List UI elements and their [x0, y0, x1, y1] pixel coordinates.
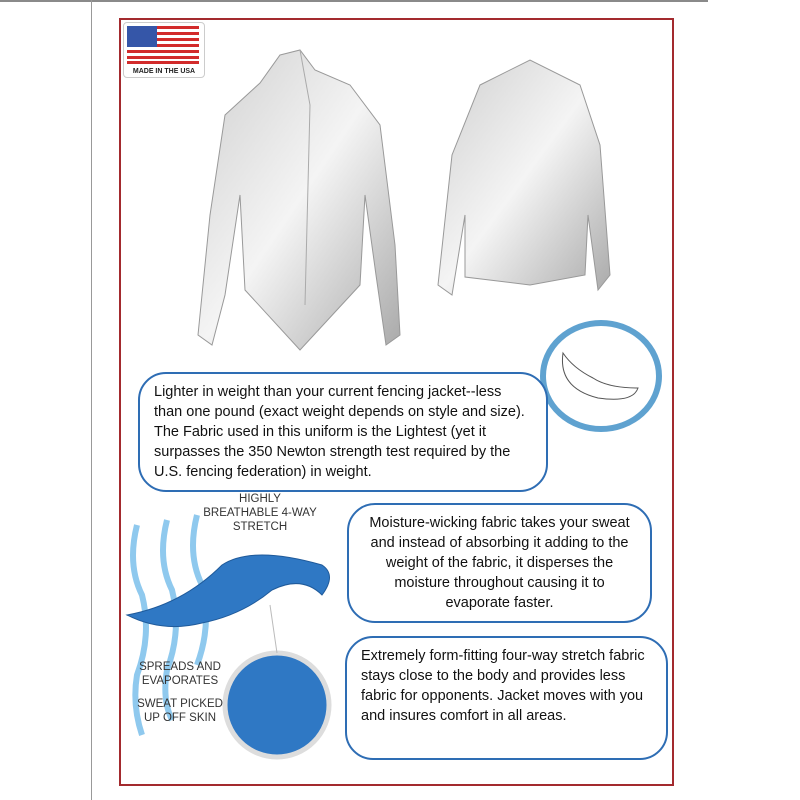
- callout-weight: Lighter in weight than your current fencing jacket--less than one pound (exact weight depends on style and size). The Fabric used in this uniform is the Lightest (yet it surpasses the 350 Newton strength test required by the U.S. fencing federation) in weight.: [138, 372, 548, 492]
- jacket-front-image: [198, 50, 400, 350]
- fabric-diagram: [122, 505, 352, 765]
- label-spreads: SPREADS AND EVAPORATES: [139, 661, 221, 687]
- top-rule: [0, 0, 708, 2]
- callout-moisture: Moisture-wicking fabric takes your sweat and instead of absorbing it adding to the weight of the fabric, it disperses the moisture throughout causing it to evaporate faster.: [347, 503, 652, 623]
- badge-label: MADE IN THE USA: [132, 68, 196, 75]
- callout-stretch: Extremely form-fitting four-way stretch fabric stays close to the body and provides less fabric for opponents. Jacket moves with you and insures comfort in all areas.: [345, 636, 668, 760]
- feather-icon: [538, 318, 664, 434]
- us-flag-icon: [127, 26, 199, 64]
- label-breathable: HIGHLY BREATHABLE 4-WAY STRETCH: [203, 493, 317, 533]
- jacket-back-image: [438, 60, 610, 295]
- label-sweat: SWEAT PICKED UP OFF SKIN: [137, 698, 223, 724]
- left-rule: [91, 0, 92, 800]
